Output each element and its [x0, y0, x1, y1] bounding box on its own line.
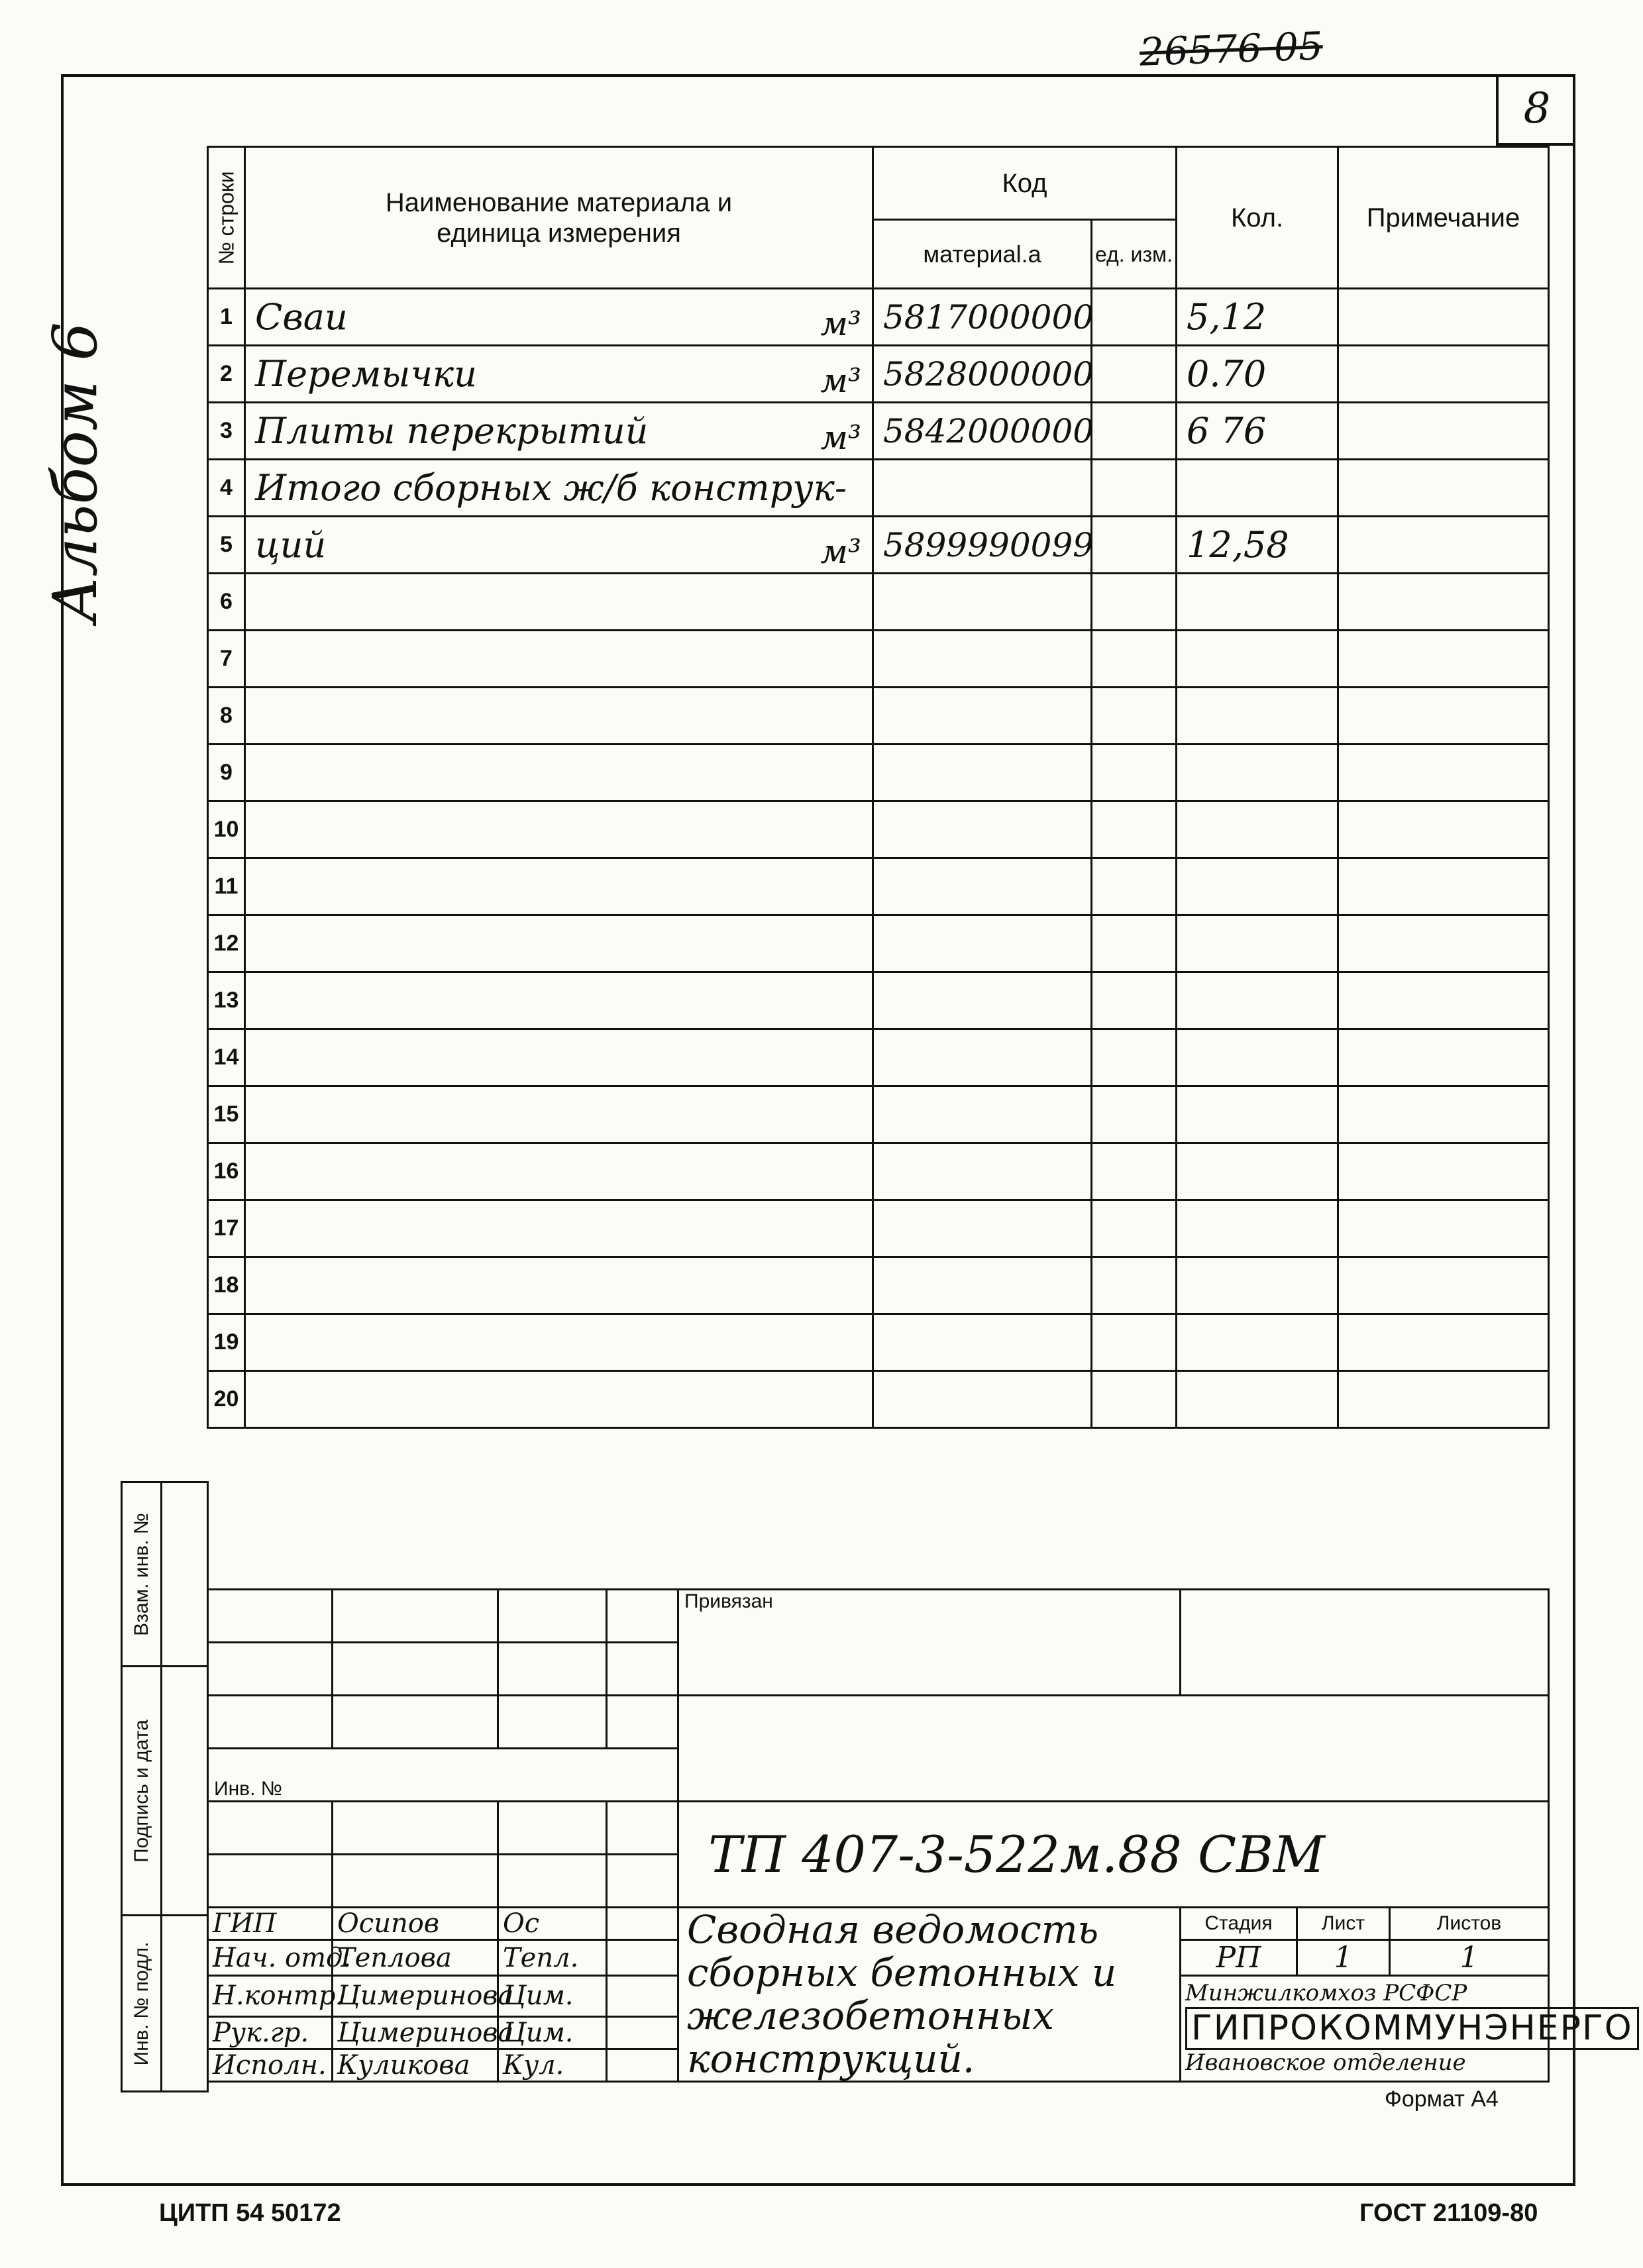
- material-name-cell: [245, 745, 873, 801]
- signature: Кул.: [498, 2049, 607, 2081]
- table-row: [208, 972, 1549, 1029]
- material-name-cell: [245, 801, 873, 858]
- row-number: 2: [208, 346, 245, 403]
- material-code: 5828000000: [873, 346, 1092, 403]
- material-name-cell: [245, 289, 873, 346]
- quantity: [1177, 745, 1338, 801]
- quantity: [1177, 574, 1338, 631]
- material-code: [873, 745, 1092, 801]
- row-number: 1: [208, 289, 245, 346]
- material-name-cell: [245, 915, 873, 972]
- material-name-cell: [245, 1143, 873, 1200]
- footer-standard: ГОСТ 21109-80: [1359, 2199, 1538, 2227]
- material-name: Плиты перекрытий: [255, 410, 649, 452]
- material-code: [873, 1371, 1092, 1428]
- quantity: 0.70: [1177, 346, 1338, 403]
- quantity: [1177, 972, 1338, 1029]
- note: [1338, 745, 1549, 801]
- quantity: [1177, 1314, 1338, 1371]
- archive-stamp: 26576 05: [1138, 23, 1324, 75]
- material-code: [873, 972, 1092, 1029]
- row-number: 7: [208, 631, 245, 688]
- quantity: [1177, 1200, 1338, 1257]
- row-number: 6: [208, 574, 245, 631]
- material-name-cell: [245, 1200, 873, 1257]
- quantity: [1177, 460, 1338, 517]
- quantity: [1177, 1086, 1338, 1143]
- quantity: [1177, 688, 1338, 745]
- material-name-cell: [245, 858, 873, 915]
- table-row: [208, 1029, 1549, 1086]
- table-row: [208, 346, 1549, 403]
- privyazan-label: Привязан: [678, 1590, 1181, 1696]
- sheets-label: Листов: [1390, 1908, 1549, 1940]
- unit-code: [1092, 1143, 1177, 1200]
- person-name: Осипов: [333, 1908, 498, 1940]
- person-name: Цимеринова: [333, 1976, 498, 2017]
- role: Рук.гр.: [208, 2016, 333, 2049]
- unit: м³: [820, 362, 861, 400]
- org-ministry: Минжилкомхоз РСФСР: [1185, 1980, 1467, 2007]
- title-block: [207, 1588, 1633, 2083]
- row-number: 3: [208, 403, 245, 460]
- quantity: [1177, 858, 1338, 915]
- material-name: Сваи: [255, 296, 348, 338]
- material-code: [873, 858, 1092, 915]
- signature: Тепл.: [498, 1940, 607, 1976]
- person-name: Теплова: [333, 1940, 498, 1976]
- note: [1338, 574, 1549, 631]
- album-label: Альбом 6: [40, 322, 111, 623]
- table-row: [208, 745, 1549, 801]
- material-code: [873, 1029, 1092, 1086]
- unit-code: [1092, 858, 1177, 915]
- material-code: 5842000000: [873, 403, 1092, 460]
- sheets-value: 1: [1390, 1940, 1549, 1976]
- quantity: [1177, 1257, 1338, 1314]
- header-note: Примечание: [1338, 147, 1549, 289]
- footer-publisher: ЦИТП 54 50172: [159, 2199, 341, 2227]
- material-code: [873, 460, 1092, 517]
- org-institute: ГИПРОКОММУНЭНЕРГО: [1185, 2007, 1639, 2051]
- quantity: [1177, 1143, 1338, 1200]
- note: [1338, 1143, 1549, 1200]
- row-number: 4: [208, 460, 245, 517]
- format-label: Формат А4: [1385, 2087, 1499, 2112]
- unit-code: [1092, 745, 1177, 801]
- inv-no-label: Инв. №: [208, 1749, 678, 1802]
- stage-value: РП: [1181, 1940, 1297, 1976]
- sheet-number: 8: [1496, 74, 1575, 146]
- material-code: [873, 801, 1092, 858]
- quantity: [1177, 1371, 1338, 1428]
- unit-code: [1092, 1371, 1177, 1428]
- material-code: [873, 1257, 1092, 1314]
- row-number: 14: [208, 1029, 245, 1086]
- material-name-cell: [245, 346, 873, 403]
- note: [1338, 346, 1549, 403]
- note: [1338, 517, 1549, 574]
- material-name-cell: [245, 1029, 873, 1086]
- side-box-label: Подпись и дата: [130, 1719, 152, 1863]
- note: [1338, 403, 1549, 460]
- note: [1338, 289, 1549, 346]
- table-row: [208, 289, 1549, 346]
- material-name-cell: [245, 574, 873, 631]
- material-name-cell: [245, 403, 873, 460]
- signature: Цим.: [498, 1976, 607, 2017]
- unit: м³: [820, 533, 861, 571]
- row-number: 19: [208, 1314, 245, 1371]
- note: [1338, 1257, 1549, 1314]
- table-row: [208, 688, 1549, 745]
- row-number: 12: [208, 915, 245, 972]
- unit-code: [1092, 1257, 1177, 1314]
- unit-code: [1092, 801, 1177, 858]
- table-row: [208, 517, 1549, 574]
- note: [1338, 801, 1549, 858]
- quantity: 12,58: [1177, 517, 1338, 574]
- table-row: [208, 801, 1549, 858]
- row-number: 16: [208, 1143, 245, 1200]
- unit-code: [1092, 517, 1177, 574]
- unit-code: [1092, 688, 1177, 745]
- org-branch: Ивановское отделение: [1185, 2049, 1466, 2077]
- header-code-material: материаl.a: [873, 220, 1092, 289]
- material-name: Перемычки: [255, 353, 477, 395]
- material-name-cell: [245, 688, 873, 745]
- table-row: [208, 915, 1549, 972]
- material-code: 5817000000: [873, 289, 1092, 346]
- material-name-cell: [245, 1257, 873, 1314]
- unit-code: [1092, 972, 1177, 1029]
- role: Нач. отд.: [208, 1940, 333, 1976]
- note: [1338, 858, 1549, 915]
- note: [1338, 631, 1549, 688]
- row-number: 20: [208, 1371, 245, 1428]
- signature: Ос: [498, 1908, 607, 1940]
- table-row: [208, 631, 1549, 688]
- quantity: 6 76: [1177, 403, 1338, 460]
- row-number: 13: [208, 972, 245, 1029]
- signature: Цим.: [498, 2016, 607, 2049]
- person-name: Куликова: [333, 2049, 498, 2081]
- table-row: [208, 460, 1549, 517]
- unit-code: [1092, 631, 1177, 688]
- row-number: 17: [208, 1200, 245, 1257]
- material-name: ций: [255, 524, 327, 566]
- note: [1338, 1200, 1549, 1257]
- table-row: [208, 1143, 1549, 1200]
- material-code: [873, 915, 1092, 972]
- side-boxes: [121, 1481, 209, 2092]
- materials-table: [207, 146, 1550, 1429]
- table-row: [208, 1086, 1549, 1143]
- sheet-description: Сводная ведомость сборных бетонных и железобетонных конструкций.: [678, 1908, 1181, 2082]
- header-name: Наименование материала и единица измерения: [245, 147, 873, 289]
- role: Н.контр.: [208, 1976, 333, 2017]
- material-code: 5899990099: [873, 517, 1092, 574]
- material-name-cell: [245, 517, 873, 574]
- unit-code: [1092, 1086, 1177, 1143]
- quantity: [1177, 801, 1338, 858]
- unit: м³: [820, 305, 861, 343]
- unit-code: [1092, 460, 1177, 517]
- table-row: [208, 574, 1549, 631]
- role: Исполн.: [208, 2049, 333, 2081]
- unit-code: [1092, 289, 1177, 346]
- row-number: 8: [208, 688, 245, 745]
- row-number: 18: [208, 1257, 245, 1314]
- row-number: 15: [208, 1086, 245, 1143]
- side-box-label: Инв. № подл.: [130, 1941, 152, 2065]
- unit-code: [1092, 1200, 1177, 1257]
- note: [1338, 1314, 1549, 1371]
- quantity: 5,12: [1177, 289, 1338, 346]
- row-number: 5: [208, 517, 245, 574]
- sheet-label: Лист: [1297, 1908, 1390, 1940]
- table-row: [208, 1257, 1549, 1314]
- stage-label: Стадия: [1181, 1908, 1297, 1940]
- role: ГИП: [208, 1908, 333, 1940]
- sheet-value: 1: [1297, 1940, 1390, 1976]
- table-row: [208, 1371, 1549, 1428]
- header-code: Код: [873, 147, 1177, 220]
- project-code: ТП 407-3-522м.88 СВМ: [678, 1802, 1549, 1908]
- material-name-cell: [245, 1371, 873, 1428]
- note: [1338, 1371, 1549, 1428]
- unit: м³: [820, 419, 861, 457]
- material-name-cell: [245, 460, 873, 517]
- unit-code: [1092, 346, 1177, 403]
- header-row-no: № строки: [208, 147, 245, 289]
- note: [1338, 1029, 1549, 1086]
- material-code: [873, 1143, 1092, 1200]
- table-row: [208, 858, 1549, 915]
- unit-code: [1092, 1314, 1177, 1371]
- quantity: [1177, 915, 1338, 972]
- material-code: [873, 688, 1092, 745]
- row-number: 9: [208, 745, 245, 801]
- note: [1338, 915, 1549, 972]
- material-name-cell: [245, 972, 873, 1029]
- unit-code: [1092, 574, 1177, 631]
- material-name-cell: [245, 1314, 873, 1371]
- note: [1338, 460, 1549, 517]
- unit-code: [1092, 1029, 1177, 1086]
- side-box-label: Взам. инв. №: [130, 1512, 152, 1636]
- row-number: 10: [208, 801, 245, 858]
- material-name: Итого сборных ж/б конструк-: [255, 467, 847, 509]
- table-row: [208, 1200, 1549, 1257]
- unit-code: [1092, 915, 1177, 972]
- quantity: [1177, 631, 1338, 688]
- unit-code: [1092, 403, 1177, 460]
- row-number: 11: [208, 858, 245, 915]
- material-code: [873, 1200, 1092, 1257]
- material-name-cell: [245, 631, 873, 688]
- header-code-unit: ед. изм.: [1092, 220, 1177, 289]
- note: [1338, 688, 1549, 745]
- material-code: [873, 1314, 1092, 1371]
- material-code: [873, 1086, 1092, 1143]
- table-row: [208, 1314, 1549, 1371]
- person-name: Цимеринова: [333, 2016, 498, 2049]
- note: [1338, 972, 1549, 1029]
- header-qty: Кол.: [1177, 147, 1338, 289]
- quantity: [1177, 1029, 1338, 1086]
- material-code: [873, 631, 1092, 688]
- organization: [1181, 1976, 1633, 2082]
- material-name-cell: [245, 1086, 873, 1143]
- material-code: [873, 574, 1092, 631]
- note: [1338, 1086, 1549, 1143]
- table-row: [208, 403, 1549, 460]
